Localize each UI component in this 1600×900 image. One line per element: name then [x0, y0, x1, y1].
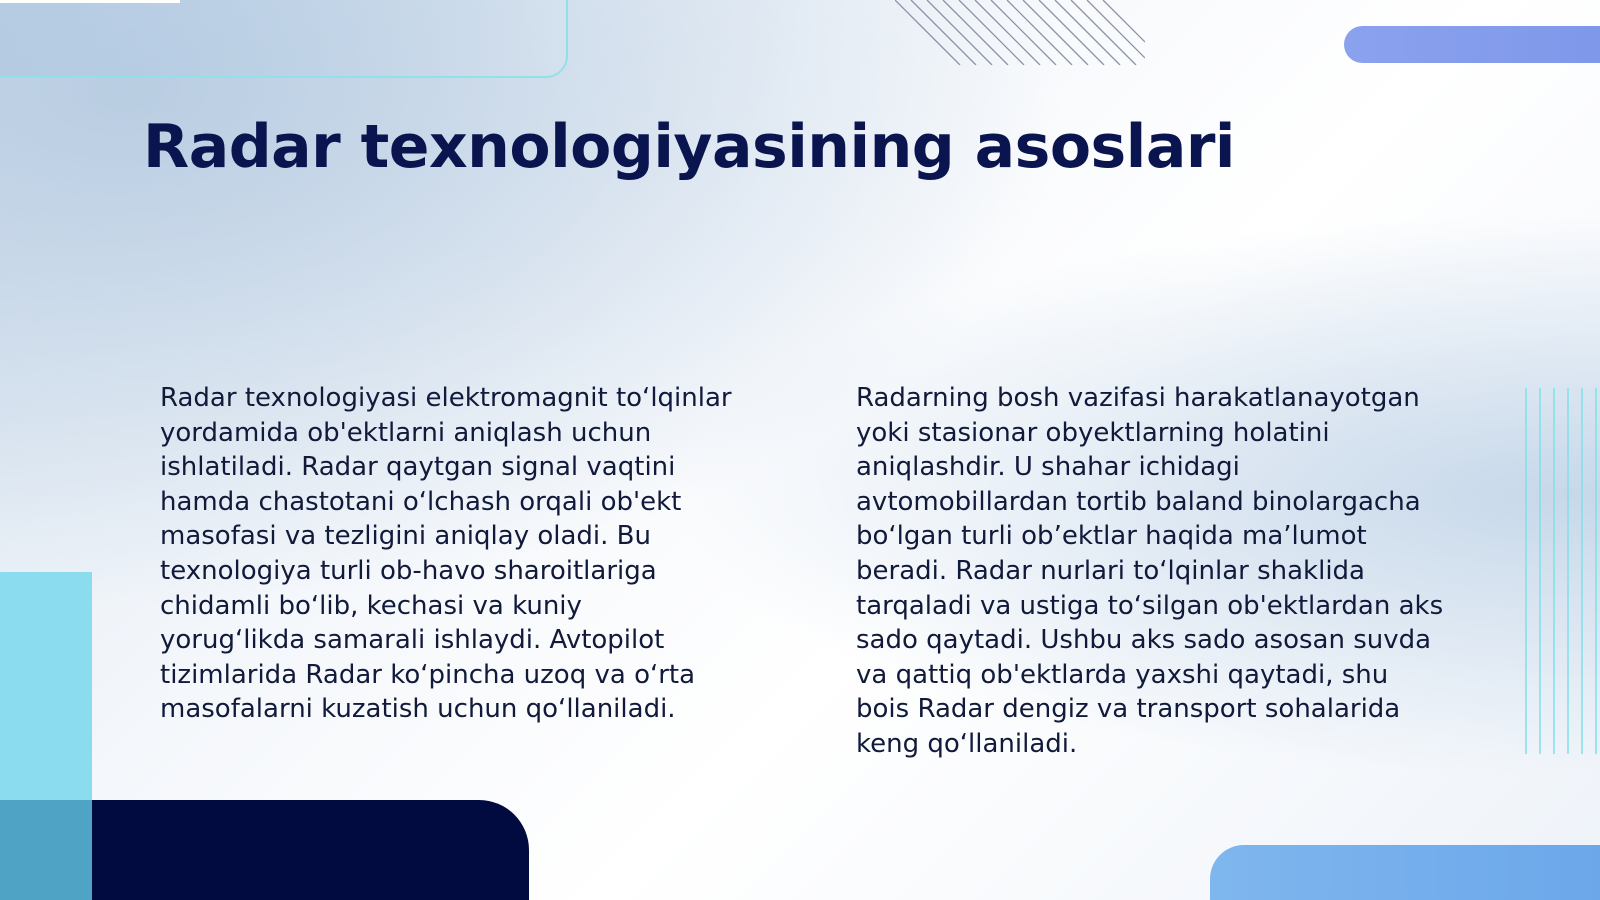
right-paragraph: Radarning bosh vazifasi harakatlanayotgan yoki stasionar obyektlarning holatini aniqlashdir. U shahar ichidagi avtomobillardan tortib baland binolargacha bo‘lgan turli ob’ektlar haqida ma’lumot beradi. Radar nurlari to‘lqinlar shaklida tarqaladi va ustiga to‘silgan ob'ektlardan aks sado qaytadi. Ushbu aks sado asosan suvda va qattiq ob'ektlarda yaxshi qaytadi, shu bois Radar dengiz va transport sohalarida keng qo‘llaniladi. [856, 383, 1444, 759]
decorative-vertical-lines [1520, 388, 1600, 754]
slide-title: Radar texnologiyasining asoslari [143, 112, 1235, 182]
decorative-block-navy [92, 800, 529, 900]
decorative-bar-bottom-right [1210, 845, 1600, 900]
left-paragraph: Radar texnologiyasi elektromagnit to‘lqinlar yordamida ob'ektlarni aniqlash uchun ishlatiladi. Radar qaytgan signal vaqtini hamda chastotani o‘lchash orqali ob'ekt masofasi va tezligini aniqlay oladi. Bu texnologiya turli ob-havo sharoitlariga chidamli bo‘lib, kechasi va kuniy yorug‘likda samarali ishlaydi. Avtopilot tizimlarida Radar ko‘pincha uzoq va o‘rta masofalarni kuzatish uchun qo‘llaniladi. [160, 383, 732, 725]
decorative-block-cyan [0, 572, 92, 802]
decorative-block-teal [0, 800, 92, 900]
decorative-panel-top-left [0, 0, 568, 78]
decorative-pill-top-right [1344, 26, 1600, 63]
decorative-diagonal-lines [895, 0, 1145, 65]
decorative-strip-top-left [0, 0, 180, 3]
